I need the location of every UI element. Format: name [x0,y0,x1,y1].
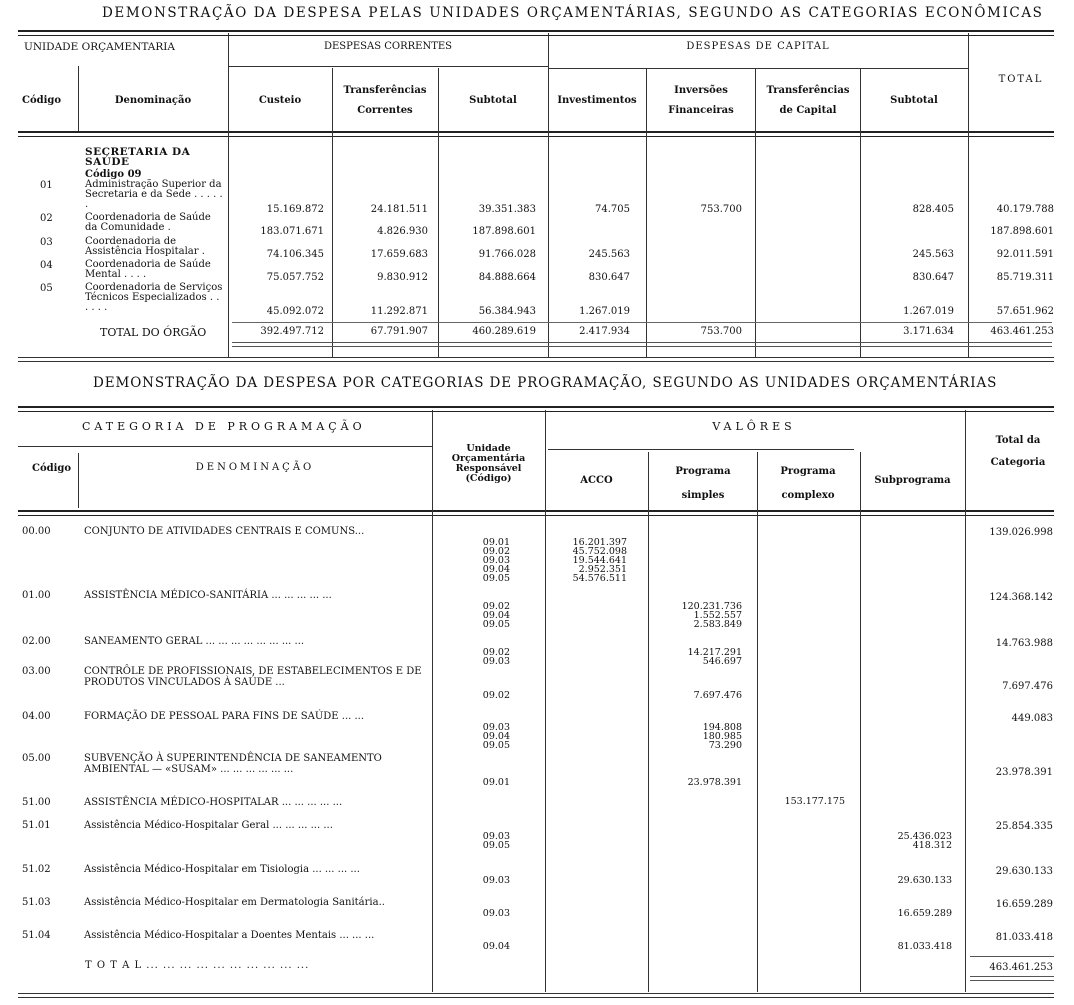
org-code: Código 09 [85,169,142,180]
row-transf: 4.826.930 [377,226,428,237]
cat-denominacao: SUBVENÇÃO À SUPERINTENDÊNCIA DE SANEAMENTO AMBIENTAL — «SUSAM» ... ... ... ... ... ... [84,753,382,775]
cat-simples: 23.978.391 [687,777,742,788]
header-codigo: Código [22,95,62,106]
row-total: 187.898.601 [990,226,1054,237]
header-total-categoria: Total da Categoria [990,435,1046,468]
row-custeio: 15.169.872 [266,204,324,215]
header-investimentos: Investimentos [557,95,637,106]
row-denominacao: Coordenadoria de Saúde da Comunidade . [85,212,211,233]
cat-total: 7.697.476 [1002,681,1053,692]
row-denominacao: Coordenadoria de Saúde Mental . . . . [85,259,211,280]
row-denominacao: Coordenadoria de Serviços Técnicos Especializados . . . . . . [85,282,223,313]
org-name: SECRETARIA DA SAÚDE [85,146,191,168]
cat-denominacao: ASSISTÊNCIA MÉDICO-HOSPITALAR ... ... ... ... ... [84,797,343,808]
cat-denominacao: Assistência Médico-Hospitalar Geral ... ... ... ... ... [84,820,333,831]
cat-codigo: 01.00 [22,590,51,601]
cat-unidades: 09.04 [482,941,510,952]
table1-header-rule [18,131,1054,137]
cat-unidades: 09.01 09.02 09.03 09.04 09.05 [482,537,510,584]
header-total: TOTAL [998,74,1044,85]
total-subtotal1: 460.289.619 [472,326,536,337]
cat-denominacao: Assistência Médico-Hospitalar a Doentes Mentais ... ... ... [84,930,375,941]
header-acco: ACCO [580,475,613,486]
row-total: 92.011.591 [996,249,1054,260]
row-custeio: 183.071.671 [260,226,324,237]
cat-unidades: 09.03 09.04 09.05 [482,722,510,751]
table2-header-rule [18,510,1054,516]
total-custeio: 392.497.712 [260,326,324,337]
cat-total: 29.630.133 [995,866,1053,877]
cat-codigo: 00.00 [22,526,51,537]
row-transf: 24.181.511 [370,204,428,215]
cat-codigo: 51.01 [22,820,51,831]
header-transf-capital: Transferências de Capital [766,85,850,116]
cat-codigo: 02.00 [22,636,51,647]
table2-title: DEMONSTRAÇÃO DA DESPESA POR CATEGORIAS DE PROGRAMAÇÃO, SEGUNDO AS UNIDADES ORÇAMENTÁRIAS [93,375,998,391]
row-subtotal2: 830.647 [912,272,954,283]
header-despesas-capital: DESPESAS DE CAPITAL [686,41,830,52]
header-unidade: UNIDADE ORÇAMENTARIA [24,41,175,53]
row-invest: 1.267.019 [579,306,630,317]
cat-denominacao: Assistência Médico-Hospitalar em Tisiologia ... ... ... ... [84,864,360,875]
header-custeio: Custeio [258,95,302,106]
row-custeio: 75.057.752 [266,272,324,283]
row-total: 85.719.311 [996,272,1054,283]
cat-simples: 120.231.736 1.552.557 2.583.849 [681,601,742,630]
cat-unidades: 09.03 09.05 [482,831,510,851]
row-subtotal2: 828.405 [912,204,954,215]
row-subtotal1: 56.384.943 [478,306,536,317]
cat-codigo: 51.00 [22,797,51,808]
cat-codigo: 51.04 [22,930,51,941]
cat-denominacao: CONTRÔLE DE PROFISSIONAIS, DE ESTABELECIMENTOS E DE PRODUTOS VINCULADOS À SAÚDE ... [84,666,422,688]
total-inversoes: 753.700 [700,326,742,337]
row-denominacao: Administração Superior da Secretaria e da Sede . . . . . . [85,179,223,210]
header-unidade-responsavel: Unidade Orçamentária Responsável (Código) [451,443,526,484]
header-inversoes: Inversões Financeiras [668,85,734,116]
cat-total: 81.033.418 [995,932,1053,943]
total-geral: 463.461.253 [990,326,1054,337]
row-custeio: 45.092.072 [266,306,324,317]
header-subtotal-1: Subtotal [469,95,517,106]
row-invest: 830.647 [588,272,630,283]
cat-simples: 194.808 180.985 73.290 [702,722,742,751]
row-transf: 17.659.683 [370,249,428,260]
header-subprograma: Subprograma [874,475,951,486]
table1-bottom-rule [18,357,1054,362]
cat-total: 23.978.391 [995,767,1053,778]
cat-unidades: 09.01 [482,777,510,788]
row-total: 57.651.962 [996,306,1054,317]
cat-codigo: 05.00 [22,753,51,764]
cat-acco: 16.201.397 45.752.098 19.544.641 2.952.351 54.576.511 [572,537,627,584]
cat-denominacao: CONJUNTO DE ATIVIDADES CENTRAIS E COMUNS... [84,526,365,537]
cat-simples: 7.697.476 [693,690,742,701]
cat-codigo: 51.02 [22,864,51,875]
row-codigo: 03 [40,237,53,248]
row-transf: 9.830.912 [377,272,428,283]
table2-grand-total: 463.461.253 [989,962,1053,973]
cat-complexo: 153.177.175 [784,796,845,807]
table2-top-rule [18,406,1054,412]
row-codigo: 05 [40,283,53,294]
cat-unidades: 09.03 [482,875,510,886]
cat-codigo: 04.00 [22,711,51,722]
row-subtotal1: 91.766.028 [478,249,536,260]
cat-sub: 25.436.023 418.312 [897,831,952,851]
table2-bottom-rule [18,993,1054,998]
row-transf: 11.292.871 [370,306,428,317]
row-subtotal2: 245.563 [912,249,954,260]
cat-unidades: 09.02 09.03 [482,647,510,667]
header-transf-correntes: Transferências Correntes [343,85,427,116]
row-subtotal2: 1.267.019 [903,306,954,317]
cat-total: 16.659.289 [995,899,1053,910]
header-programa-complexo: Programa complexo [780,466,836,501]
row-total: 40.179.788 [996,204,1054,215]
header-valores: VALÔRES [712,420,796,433]
cat-denominacao: FORMAÇÃO DE PESSOAL PARA FINS DE SAÚDE ... ... [84,711,365,722]
cat-unidades: 09.02 [482,690,510,701]
table2-total-label: T O T A L ... ... ... ... ... ... ... ... ... ... [85,960,310,971]
cat-unidades: 09.03 [482,908,510,919]
cat-total: 124.368.142 [989,592,1053,603]
cat-sub: 81.033.418 [897,941,952,952]
header-despesas-correntes: DESPESAS CORRENTES [323,41,453,52]
total-orgao-label: TOTAL DO ÓRGÃO [100,326,207,339]
cat-total: 14.763.988 [995,638,1053,649]
row-inversoes: 753.700 [700,204,742,215]
row-codigo: 04 [40,260,53,271]
header-codigo-2: Código [32,463,72,474]
row-custeio: 74.106.345 [266,249,324,260]
cat-total: 139.026.998 [989,527,1053,538]
header-denominacao-2: DENOMINAÇÃO [195,462,315,473]
cat-codigo: 51.03 [22,897,51,908]
table1-title: DEMONSTRAÇÃO DA DESPESA PELAS UNIDADES ORÇAMENTÁRIAS, SEGUNDO AS CATEGORIAS ECONÔMICAS [102,5,1044,21]
row-subtotal1: 187.898.601 [472,226,536,237]
cat-denominacao: Assistência Médico-Hospitalar em Dermatologia Sanitária.. [84,897,385,908]
cat-unidades: 09.02 09.04 09.05 [482,601,510,630]
row-invest: 245.563 [588,249,630,260]
cat-simples: 14.217.291 546.697 [687,647,742,667]
row-subtotal1: 84.888.664 [478,272,536,283]
row-codigo: 02 [40,213,53,224]
cat-codigo: 03.00 [22,666,51,677]
cat-sub: 29.630.133 [897,875,952,886]
row-codigo: 01 [40,180,53,191]
total-transf: 67.791.907 [370,326,428,337]
total-invest: 2.417.934 [579,326,630,337]
row-denominacao: Coordenadoria de Assistência Hospitalar . [85,236,205,257]
cat-total: 25.854.335 [995,821,1053,832]
header-categoria: CATEGORIA DE PROGRAMAÇÃO [82,420,366,433]
header-subtotal-2: Subtotal [890,95,938,106]
total-subtotal2: 3.171.634 [903,326,954,337]
cat-sub: 16.659.289 [897,908,952,919]
cat-total: 449.083 [1011,713,1053,724]
table1-top-rule [18,30,1054,36]
cat-denominacao: ASSISTÊNCIA MÉDICO-SANITÁRIA ... ... ... ... ... [84,590,332,601]
header-denominacao: Denominação [114,95,192,106]
header-programa-simples: Programa simples [675,466,731,501]
row-subtotal1: 39.351.383 [478,204,536,215]
row-invest: 74.705 [595,204,630,215]
cat-denominacao: SANEAMENTO GERAL ... ... ... ... ... ... ... ... [84,636,305,647]
